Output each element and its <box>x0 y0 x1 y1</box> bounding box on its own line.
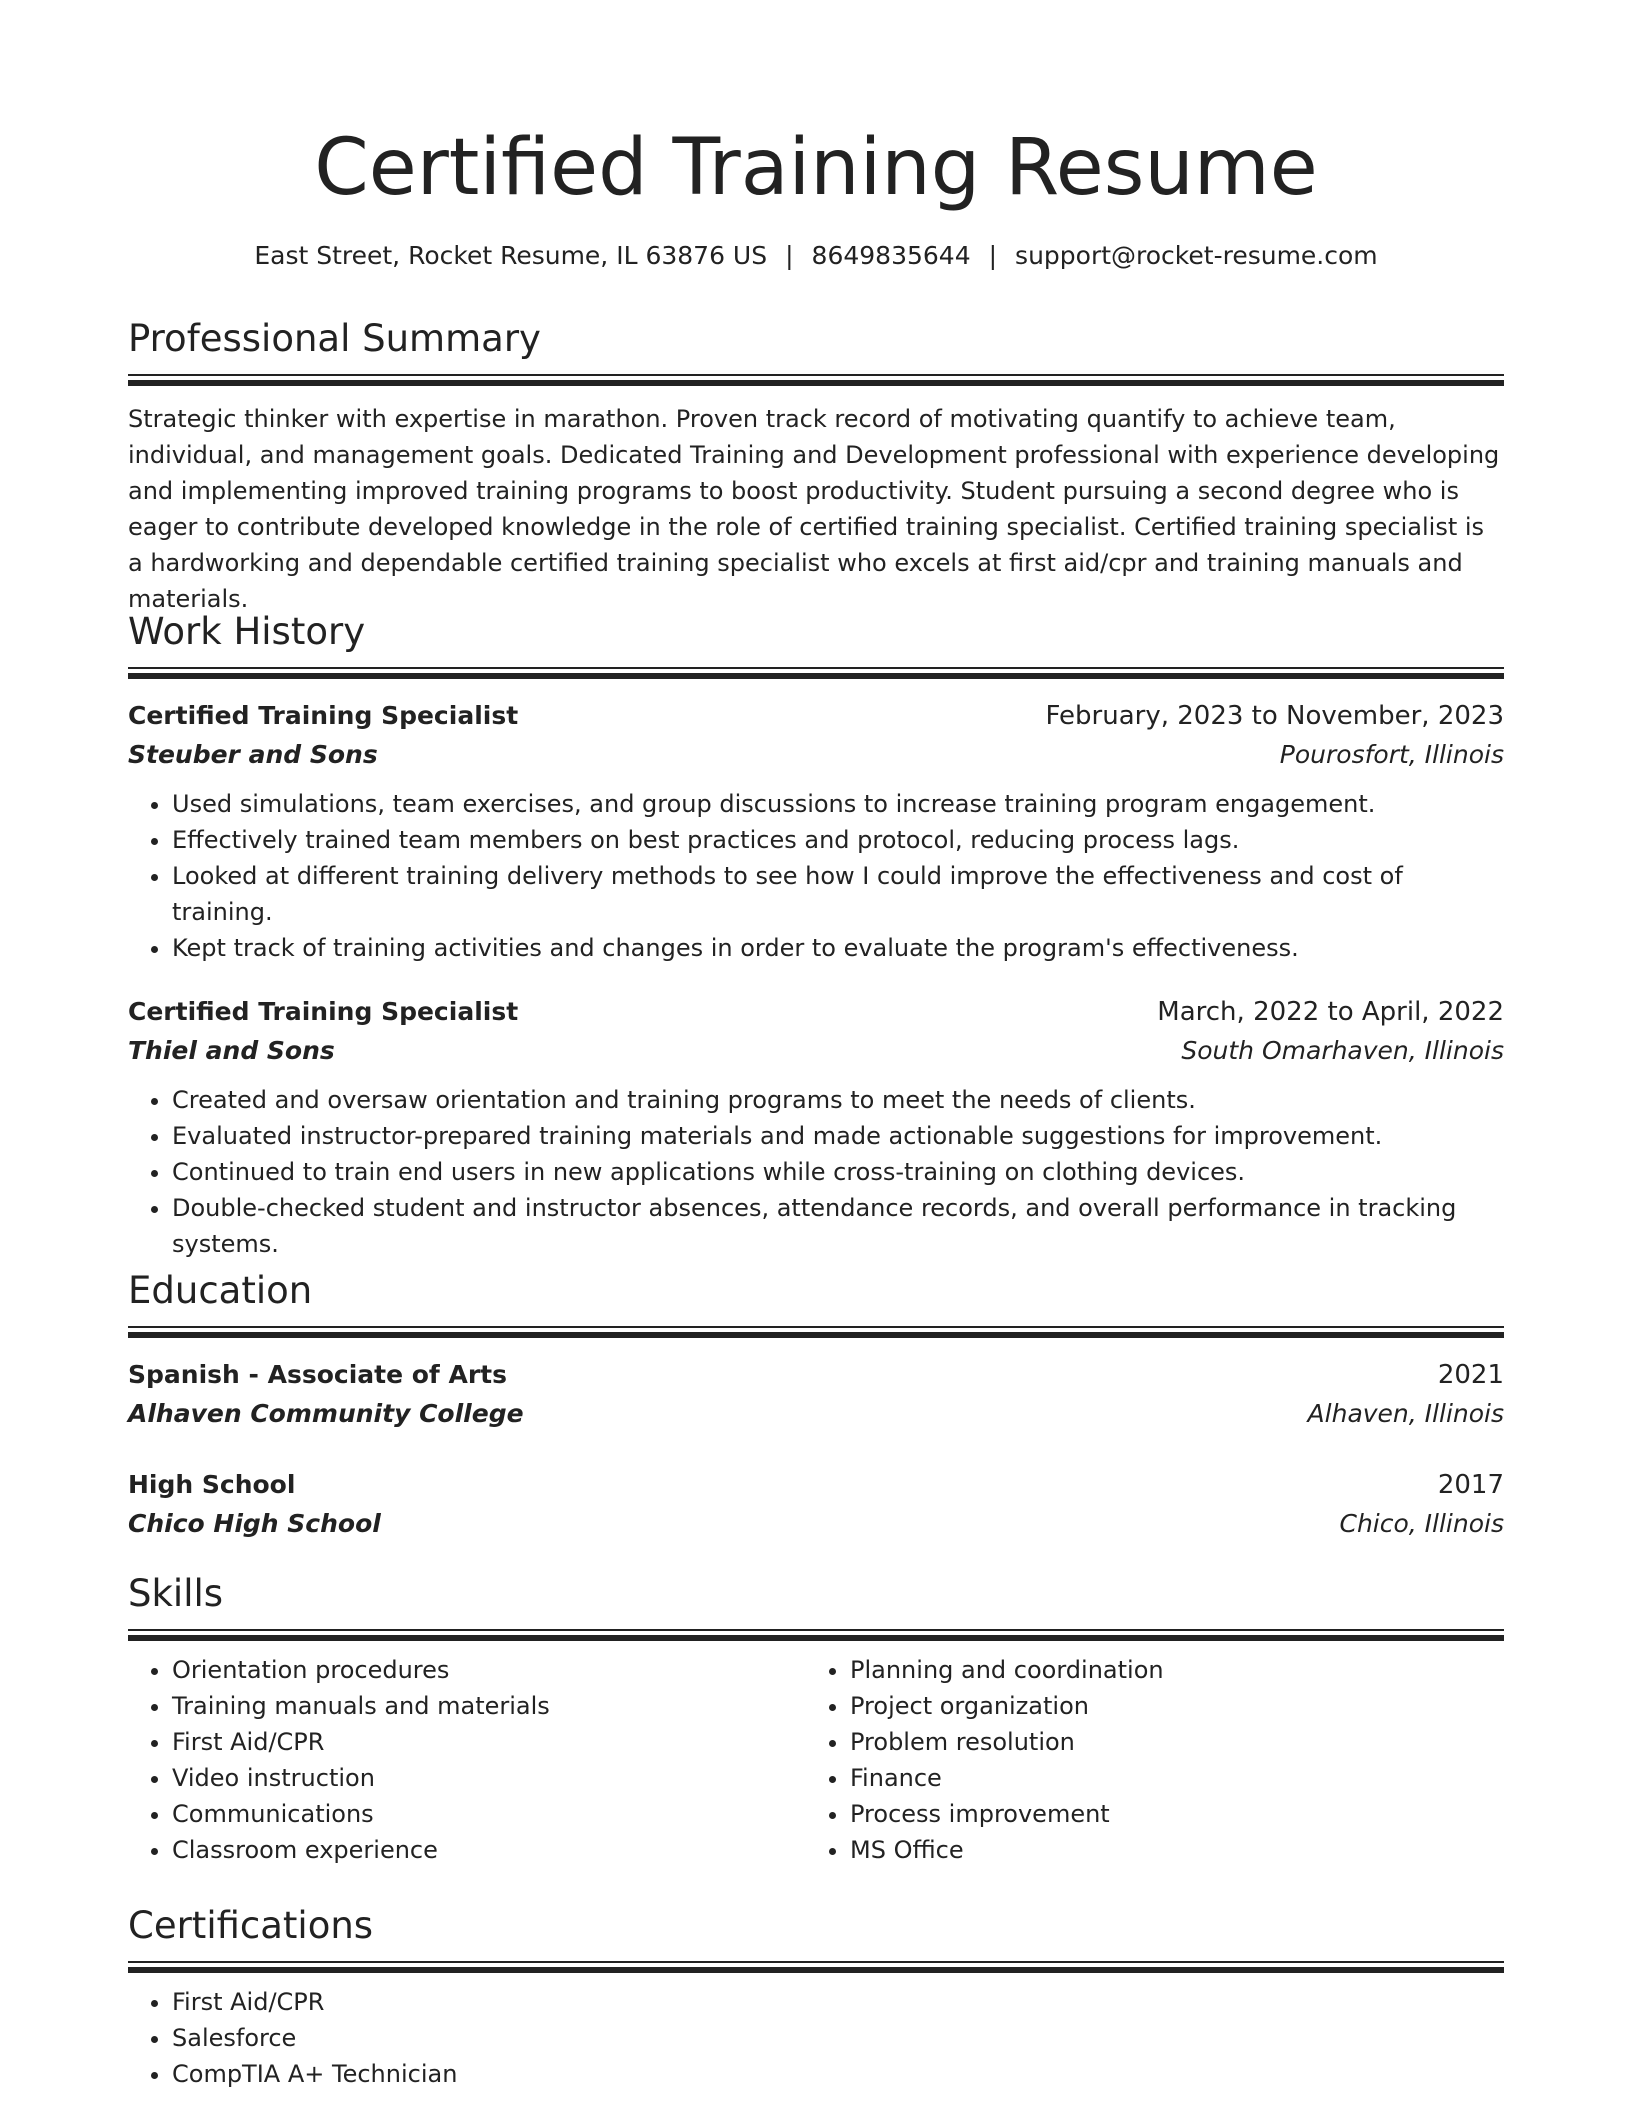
contact-separator: | <box>785 241 794 270</box>
list-item: • Created and oversaw orientation and training programs to meet the needs of clients. <box>172 1082 1504 1118</box>
skill-item: • Process improvement <box>850 1796 1484 1832</box>
job-dates: February, 2023 to November, 2023 <box>1045 701 1504 731</box>
education-school-row <box>128 1505 1504 1543</box>
skill-item: • Problem resolution <box>850 1724 1484 1760</box>
skills-columns <box>128 1652 1504 1868</box>
skill-item: • Video instruction <box>172 1760 806 1796</box>
work-history-section <box>128 607 1504 1262</box>
section-rule <box>128 1326 1504 1337</box>
skill-item: • Planning and coordination <box>850 1652 1484 1688</box>
section-title: Certifications <box>128 1904 374 1947</box>
certification-item: • Salesforce <box>172 2020 1504 2056</box>
job-entry <box>128 992 1504 1262</box>
education-entry <box>128 1465 1504 1543</box>
certifications-section <box>128 1901 1504 2092</box>
job-location: Pourosfort, Illinois <box>1279 740 1504 769</box>
section-rule <box>128 1629 1504 1640</box>
job-company: Thiel and Sons <box>128 1036 335 1065</box>
contact-phone: 8649835644 <box>811 241 971 270</box>
job-bullets <box>128 1082 1504 1262</box>
education-year: 2021 <box>1437 1360 1504 1390</box>
job-entry <box>128 696 1504 966</box>
contact-email: support@rocket-resume.com <box>1015 241 1378 270</box>
list-item: • Effectively trained team members on best practices and protocol, reducing process lags. <box>172 822 1504 858</box>
skill-item: • Orientation procedures <box>172 1652 806 1688</box>
section-title: Skills <box>128 1572 224 1615</box>
job-header-row <box>128 992 1504 1032</box>
job-location: South Omarhaven, Illinois <box>1181 1036 1504 1065</box>
section-rule <box>128 667 1504 678</box>
list-item: • Double-checked student and instructor absences, attendance records, and overall performance in tracking systems. <box>172 1190 1504 1262</box>
skill-item: • Training manuals and materials <box>172 1688 806 1724</box>
contact-line <box>128 236 1504 276</box>
education-school: Chico High School <box>128 1509 381 1538</box>
section-rule <box>128 1961 1504 1972</box>
skill-item: • Finance <box>850 1760 1484 1796</box>
certification-item: • First Aid/CPR <box>172 1984 1504 2020</box>
education-school-row <box>128 1395 1504 1433</box>
education-year: 2017 <box>1437 1470 1504 1500</box>
certification-item: • CompTIA A+ Technician <box>172 2056 1504 2092</box>
list-item: • Used simulations, team exercises, and group discussions to increase training program engagement. <box>172 786 1504 822</box>
job-dates: March, 2022 to April, 2022 <box>1157 997 1504 1027</box>
job-title: Certified Training Specialist <box>128 997 519 1026</box>
list-item: • Continued to train end users in new applications while cross-training on clothing devices. <box>172 1154 1504 1190</box>
certifications-list <box>128 1984 1504 2092</box>
education-degree: Spanish - Associate of Arts <box>128 1360 508 1389</box>
list-item: • Evaluated instructor-prepared training materials and made actionable suggestions for improvement. <box>172 1118 1504 1154</box>
skills-list-right <box>806 1652 1484 1868</box>
summary-text: Strategic thinker with expertise in marathon. Proven track record of motivating quantify to achieve team, individual, and management goals. Dedicated Training and Development professional with experience developing and implementing improved training programs to boost productivity. Student pursuing a second degree who is eager to contribute developed knowledge in the role of certified training specialist. Certified training specialist is a hardworking and dependable certified training specialist who excels at first aid/cpr and training manuals and materials. <box>128 405 1500 613</box>
job-title: Certified Training Specialist <box>128 701 519 730</box>
section-title: Education <box>128 1269 313 1312</box>
job-company: Steuber and Sons <box>128 740 378 769</box>
resume-name: Certified Training Resume <box>314 123 1318 213</box>
education-location: Chico, Illinois <box>1339 1509 1504 1538</box>
skill-item: • Project organization <box>850 1688 1484 1724</box>
list-item: • Looked at different training delivery methods to see how I could improve the effectiveness and cost of training. <box>172 858 1504 930</box>
skills-list-left <box>128 1652 806 1868</box>
education-header-row <box>128 1355 1504 1395</box>
job-header-row <box>128 696 1504 736</box>
education-section <box>128 1266 1504 1543</box>
skill-item: • Communications <box>172 1796 806 1832</box>
education-entry <box>128 1355 1504 1433</box>
section-rule <box>128 374 1504 385</box>
skill-item: • Classroom experience <box>172 1832 806 1868</box>
education-location: Alhaven, Illinois <box>1307 1399 1504 1428</box>
education-school: Alhaven Community College <box>128 1399 524 1428</box>
skill-item: • First Aid/CPR <box>172 1724 806 1760</box>
contact-address: East Street, Rocket Resume, IL 63876 US <box>254 241 768 270</box>
contact-separator: | <box>988 241 998 270</box>
education-header-row <box>128 1465 1504 1505</box>
list-item: • Kept track of training activities and changes in order to evaluate the program's effectiveness. <box>172 930 1504 966</box>
section-title: Professional Summary <box>128 317 541 360</box>
skill-item: • MS Office <box>850 1832 1484 1868</box>
skills-section <box>128 1569 1504 1868</box>
section-title: Work History <box>128 610 366 653</box>
job-company-row <box>128 736 1504 774</box>
job-company-row <box>128 1032 1504 1070</box>
job-bullets <box>128 786 1504 966</box>
education-degree: High School <box>128 1470 296 1499</box>
summary-section <box>128 314 1504 617</box>
